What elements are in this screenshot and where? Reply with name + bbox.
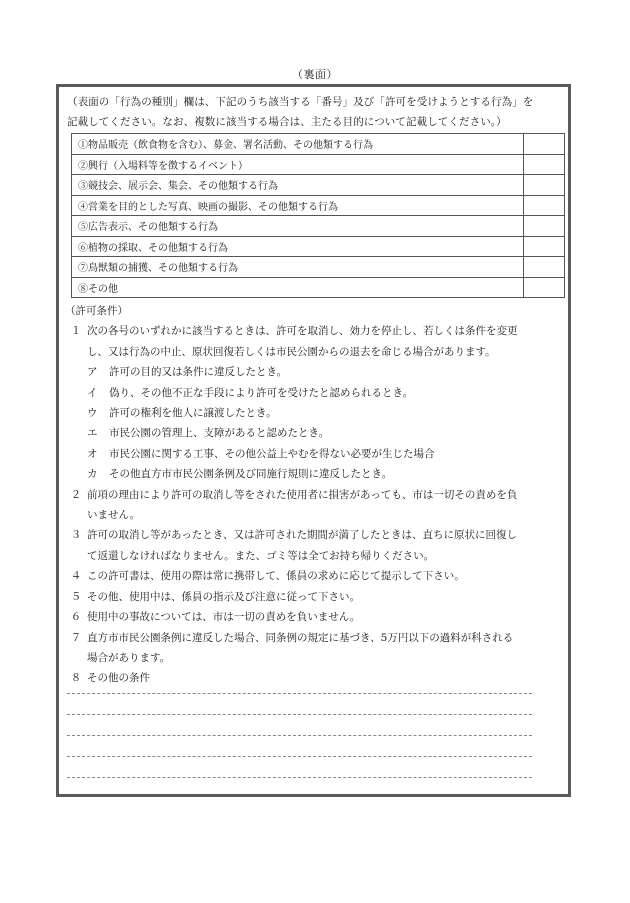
item-key: ア: [87, 366, 98, 379]
condition-7: [65, 628, 569, 648]
act-label: ②興行（入場料等を徴するイベント）: [72, 154, 524, 175]
condition-number: ２: [70, 488, 82, 501]
item-key: エ: [87, 427, 98, 440]
condition-text: 次の各号のいずれかに該当するときは、許可を取消し、効力を停止し、若しくは条件を変更: [87, 325, 518, 338]
condition-1-item: [65, 464, 569, 484]
intro-line-1: （表面の「行為の種別」欄は、下記のうち該当する「番号」及び「許可を受けようとする行為」を: [67, 96, 534, 108]
condition-number: ５: [70, 590, 82, 603]
condition-1-item: [65, 444, 569, 464]
condition-1-item: [65, 383, 569, 403]
item-key: ウ: [87, 407, 98, 420]
act-label: ④営業を目的とした写真、映画の撮影、その他類する行為: [72, 195, 524, 216]
other-conditions-line[interactable]: [67, 756, 532, 757]
other-conditions-line[interactable]: [67, 735, 532, 736]
form-frame: [56, 84, 571, 797]
condition-4: [65, 566, 569, 586]
page-title: （裏面）: [292, 68, 338, 81]
condition-text: この許可書は、使用の際は常に携帯して、係員の求めに応じて提示して下さい。: [87, 570, 465, 583]
condition-3-cont: て返還しなければなりません。また、ゴミ等は全てお持ち帰りください。: [87, 549, 435, 562]
condition-1: [65, 321, 569, 341]
condition-text: 使用中の事故については、市は一切の責めを負いません。: [87, 611, 361, 624]
condition-text: その他、使用中は、係員の指示及び注意に従って下さい。: [87, 590, 360, 603]
item-text: 許可の権利を他人に譲渡したとき。: [109, 407, 277, 420]
intro-text: [67, 92, 567, 132]
item-text: 市民公園の管理上、支障があると認めたとき。: [109, 427, 330, 440]
item-text: 許可の目的又は条件に違反したとき。: [109, 366, 288, 379]
permit-conditions: [65, 301, 569, 689]
condition-number: ６: [70, 611, 82, 624]
condition-text: 直方市市民公園条例に違反した場合、同条例の規定に基づき、5万円以下の過料が科される: [87, 631, 514, 644]
condition-text: その他の条件: [87, 672, 150, 685]
condition-1-item: [65, 423, 569, 443]
condition-number: １: [70, 325, 82, 338]
item-key: カ: [87, 468, 98, 481]
condition-1-item: [65, 362, 569, 382]
act-check-cell[interactable]: [524, 175, 565, 196]
item-key: イ: [87, 386, 98, 399]
act-label: ⑤広告表示、その他類する行為: [72, 216, 524, 237]
condition-1-cont: し、又は行為の中止、原状回復若しくは市民公園からの退去を命じる場合があります。: [87, 345, 496, 358]
act-label: ①物品販売（飲食物を含む）、募金、署名活動、その他類する行為: [72, 134, 524, 155]
table-row: [72, 257, 565, 278]
condition-2-cont: いません。: [87, 509, 141, 522]
table-row: [72, 277, 565, 298]
condition-text: 許可の取消し等があったとき、又は許可された期間が満了したときは、直ちに原状に回復し: [87, 529, 517, 542]
other-conditions-line[interactable]: [67, 714, 532, 715]
condition-7-cont: 場合があります。: [87, 651, 171, 664]
act-check-cell[interactable]: [524, 154, 565, 175]
act-check-cell[interactable]: [524, 134, 565, 155]
item-text: 偽り、その他不正な手段により許可を受けたと認められるとき。: [109, 386, 414, 399]
table-row: [72, 134, 565, 155]
condition-6: [65, 607, 569, 627]
act-check-cell[interactable]: [524, 236, 565, 257]
act-label: ⑥植物の採取、その他類する行為: [72, 236, 524, 257]
condition-number: ３: [70, 529, 82, 542]
condition-1-item: [65, 403, 569, 423]
item-key: オ: [87, 447, 98, 460]
act-label: ③競技会、展示会、集会、その他類する行為: [72, 175, 524, 196]
condition-2: [65, 485, 569, 505]
act-check-cell[interactable]: [524, 216, 565, 237]
other-conditions-line[interactable]: [67, 693, 532, 694]
condition-3: [65, 525, 569, 545]
condition-8: [65, 668, 569, 688]
condition-number: ８: [70, 672, 82, 685]
intro-line-2: 記載してください。なお、複数に該当する場合は、主たる目的について記載してください。）: [67, 116, 507, 128]
table-row: [72, 216, 565, 237]
condition-number: ４: [70, 570, 82, 583]
item-text: 市民公園に関する工事、その他公益上やむを得ない必要が生じた場合: [109, 447, 435, 460]
item-text: その他直方市市民公園条例及び同施行規則に違反したとき。: [109, 468, 393, 481]
table-row: [72, 195, 565, 216]
act-type-table: [71, 133, 565, 298]
condition-number: ７: [70, 631, 82, 644]
condition-5: [65, 587, 569, 607]
act-label: ⑧その他: [72, 277, 524, 298]
condition-text: 前項の理由により許可の取消し等をされた使用者に損害があっても、市は一切その責めを負: [87, 488, 518, 501]
act-check-cell[interactable]: [524, 195, 565, 216]
table-row: [72, 236, 565, 257]
act-label: ⑦鳥獣類の捕獲、その他類する行為: [72, 257, 524, 278]
table-row: [72, 154, 565, 175]
other-conditions-line[interactable]: [67, 777, 532, 778]
table-row: [72, 175, 565, 196]
conditions-heading: （許可条件）: [65, 305, 128, 317]
act-check-cell[interactable]: [524, 277, 565, 298]
act-check-cell[interactable]: [524, 257, 565, 278]
